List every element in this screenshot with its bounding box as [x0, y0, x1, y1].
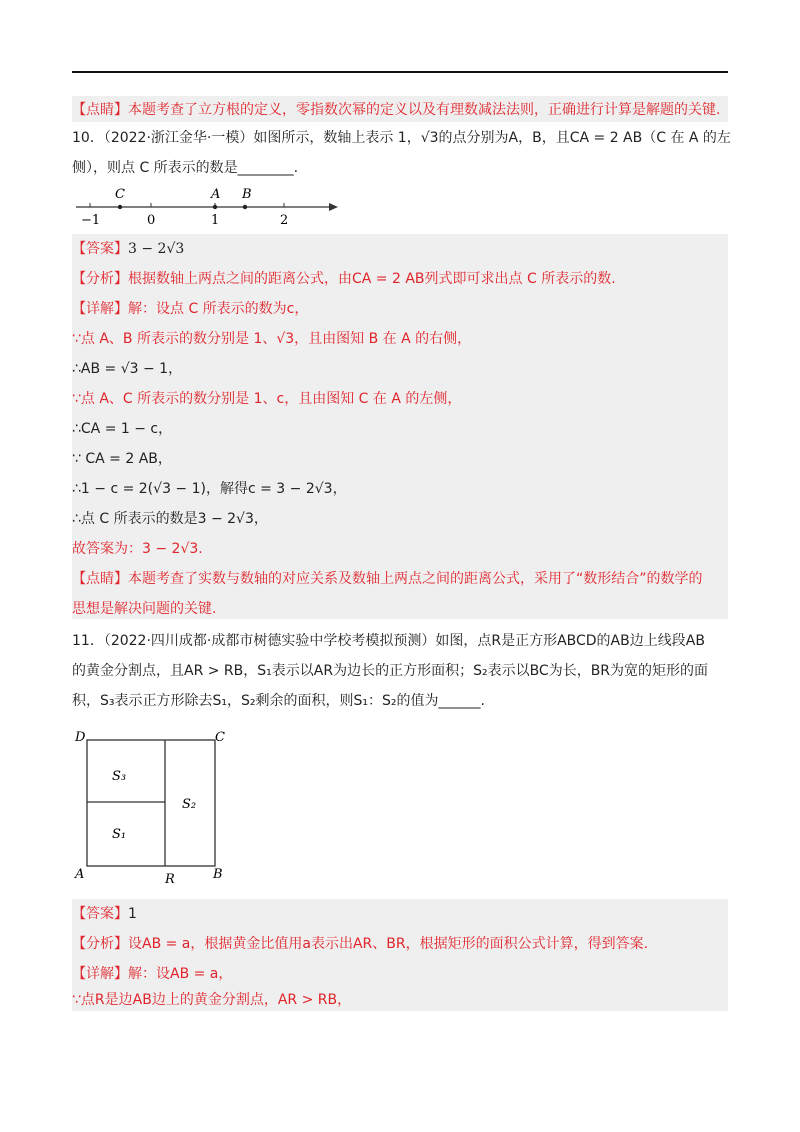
q11-detail-line-0 — [72, 963, 232, 985]
q10-detail-line-8: 故答案为：3 − 2√3. — [72, 541, 203, 557]
point-r-label: R — [165, 872, 175, 887]
q11-stem-line1: 11．（2022·四川成都·成都市树德实验中学校考模拟预测）如图，点R是正方形ABCD的AB边上线段AB — [72, 633, 705, 649]
corner-d-label: D — [75, 730, 86, 745]
q10-detail-line-6: ∴1 − c = 2(√3 − 1)，解得c = 3 − 2√3， — [72, 481, 347, 497]
q10-detail-line-0 — [72, 298, 308, 320]
analysis-text: 根据数轴上两点之间的距离公式，由CA = 2 AB列式即可求出点 C 所表示的数. — [128, 271, 616, 287]
detail-text: 解：设AB = a， — [128, 966, 233, 982]
corner-a-label: A — [75, 867, 85, 882]
answer-value: 1 — [128, 906, 137, 922]
q11-detail-line-1: ∵点R是边AB边上的黄金分割点，AR > RB， — [72, 992, 352, 1008]
detail-label: 【详解】 — [72, 301, 128, 317]
q10-stem-line2: 侧），则点 C 所表示的数是________. — [72, 160, 299, 176]
q10-detail-line-3: ∵点 A、C 所表示的数分别是 1、c，且由图知 C 在 A 的左侧， — [72, 391, 462, 407]
axis-arrow-icon — [329, 203, 338, 211]
analysis-label: 【分析】 — [72, 936, 128, 952]
q10-detail-line-4: ∴CA = 1 − c， — [72, 421, 173, 437]
q11-square-figure — [72, 728, 242, 888]
point-a-dot — [213, 205, 217, 209]
header-rule — [72, 71, 728, 73]
corner-b-label: B — [213, 867, 223, 882]
point-c-dot — [118, 205, 122, 209]
answer-label: 【答案】 — [72, 906, 128, 922]
q10-number-line-figure — [72, 186, 342, 230]
q10-stem-line1: 10．（2022·浙江金华·一模）如图所示，数轴上表示 1，√3的点分别为A，B，且CA = 2 AB（C 在 A 的左 — [72, 130, 731, 146]
q10-answer — [72, 238, 184, 260]
analysis-text: 设AB = a，根据黄金比值用a表示出AR、BR，根据矩形的面积公式计算，得到答案. — [128, 936, 649, 952]
tick-label-minus1: −1 — [81, 213, 101, 228]
comment-text: 本题考查了立方根的定义，零指数次幂的定义以及有理数减法法则，正确进行计算是解题的关键. — [128, 102, 721, 118]
detail-label: 【详解】 — [72, 966, 128, 982]
region-s1-label: S₁ — [112, 827, 127, 842]
analysis-label: 【分析】 — [72, 271, 128, 287]
point-c-label: C — [115, 187, 125, 202]
tick-label-1: 1 — [211, 213, 220, 228]
q11-stem-line3: 积，S₃表示正方形除去S₁，S₂剩余的面积，则S₁：S₂的值为______. — [72, 693, 485, 709]
corner-c-label: C — [215, 730, 225, 745]
q11-stem-line2: 的黄金分割点，且AR > RB，S₁表示以AR为边长的正方形面积；S₂表示以BC为长，BR为宽的矩形的面 — [72, 663, 709, 679]
q10-comment-line2: 思想是解决问题的关键. — [72, 601, 217, 617]
comment-label: 【点睛】 — [72, 571, 128, 587]
comment-label: 【点睛】 — [72, 102, 128, 118]
q10-analysis — [72, 268, 616, 290]
q10-detail-line-2: ∴AB = √3 − 1， — [72, 361, 183, 377]
point-a-label: A — [211, 187, 221, 202]
point-b-dot — [243, 205, 247, 209]
prev-comment — [72, 99, 720, 121]
q11-answer — [72, 903, 137, 925]
q11-analysis — [72, 933, 648, 955]
tick-label-0: 0 — [147, 213, 156, 228]
q10-detail-line-7: ∴点 C 所表示的数是3 − 2√3， — [72, 511, 268, 527]
point-b-label: B — [242, 187, 252, 202]
detail-text: 解：设点 C 所表示的数为c， — [128, 301, 309, 317]
answer-label: 【答案】 — [72, 241, 128, 257]
answer-value: 3 − 2√3 — [128, 241, 185, 257]
q10-detail-line-1: ∵点 A、B 所表示的数分别是 1、√3，且由图知 B 在 A 的右侧， — [72, 331, 472, 347]
tick-label-2: 2 — [280, 213, 289, 228]
region-s3-label: S₃ — [112, 769, 127, 784]
q10-detail-line-5: ∵ CA = 2 AB， — [72, 451, 172, 467]
comment-text: 本题考查了实数与数轴的对应关系及数轴上两点之间的距离公式，采用了“数形结合”的数学的 — [128, 571, 703, 587]
region-s2-label: S₂ — [182, 797, 197, 812]
q10-comment-line1 — [72, 568, 703, 590]
